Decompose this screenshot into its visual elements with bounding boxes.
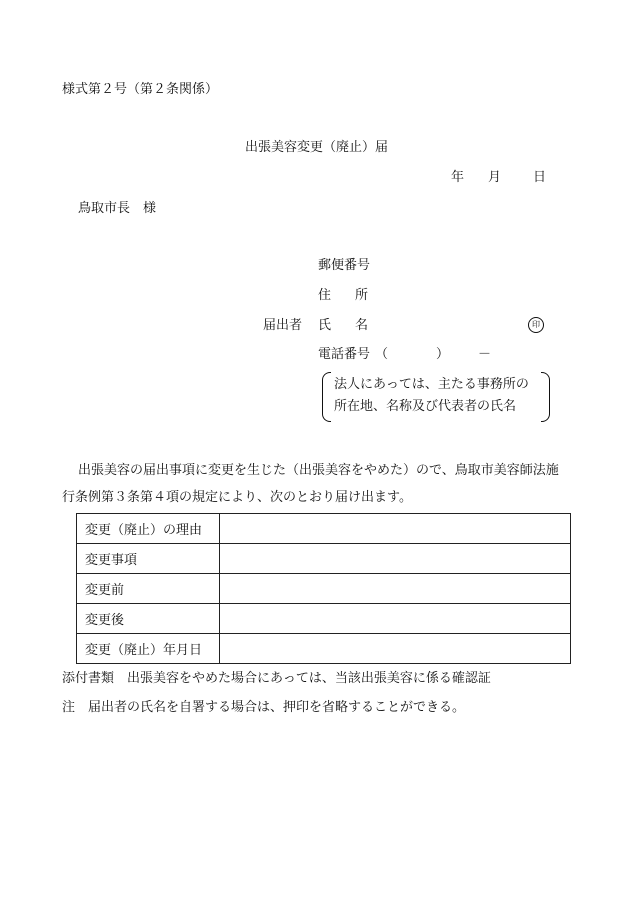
right-bracket — [541, 372, 550, 422]
row-value-field[interactable] — [220, 604, 571, 634]
row-value-field[interactable] — [220, 544, 571, 574]
date-month-label: 月 — [488, 170, 502, 185]
footnote: 注 届出者の氏名を自署する場合は、押印を省略することができる。 — [62, 700, 466, 715]
table-row — [77, 634, 571, 664]
phone-area-code-open-paren: （ — [375, 347, 389, 362]
row-value-field[interactable] — [220, 574, 571, 604]
phone-area-code-close-paren: ） — [436, 347, 450, 362]
name-label-first-char: 氏 — [318, 318, 332, 333]
address-label-second-char: 所 — [355, 288, 369, 303]
notifier-label: 届出者 — [263, 318, 303, 333]
table-row — [77, 514, 571, 544]
table-row — [77, 604, 571, 634]
date-day-label: 日 — [533, 170, 547, 185]
form-number: 様式第２号（第２条関係） — [62, 82, 219, 97]
body-text-line: 行条例第３条第４項の規定により、次のとおり届け出ます。 — [62, 490, 412, 505]
postal-code-label: 郵便番号 — [318, 258, 371, 273]
row-label: 変更後 — [77, 604, 220, 634]
row-label: 変更（廃止）の理由 — [77, 514, 220, 544]
left-bracket — [322, 372, 331, 422]
row-label: 変更前 — [77, 574, 220, 604]
document-title: 出張美容変更（廃止）届 — [245, 140, 389, 155]
row-value-field[interactable] — [220, 634, 571, 664]
corporation-note-line: 法人にあっては、主たる事務所の — [334, 377, 529, 392]
table-row — [77, 574, 571, 604]
body-text-line: 出張美容の届出事項に変更を生じた（出張美容をやめた）ので、鳥取市美容師法施 — [78, 463, 559, 478]
addressee: 鳥取市長 様 — [78, 201, 157, 216]
row-label: 変更（廃止）年月日 — [77, 634, 220, 664]
row-value-field[interactable] — [220, 514, 571, 544]
address-label-first-char: 住 — [318, 288, 332, 303]
attachment-note: 添付書類 出張美容をやめた場合にあっては、当該出張美容に係る確認証 — [62, 671, 491, 686]
name-label-second-char: 名 — [355, 318, 369, 333]
corporation-note — [322, 372, 550, 422]
date-year-label: 年 — [451, 170, 465, 185]
corporation-note-line: 所在地、名称及び代表者の氏名 — [334, 399, 517, 414]
table-row — [77, 544, 571, 574]
phone-label: 電話番号 — [318, 347, 371, 362]
change-details-table — [76, 513, 571, 664]
seal-icon: 印 — [528, 317, 544, 333]
phone-dash: － — [478, 347, 492, 362]
row-label: 変更事項 — [77, 544, 220, 574]
